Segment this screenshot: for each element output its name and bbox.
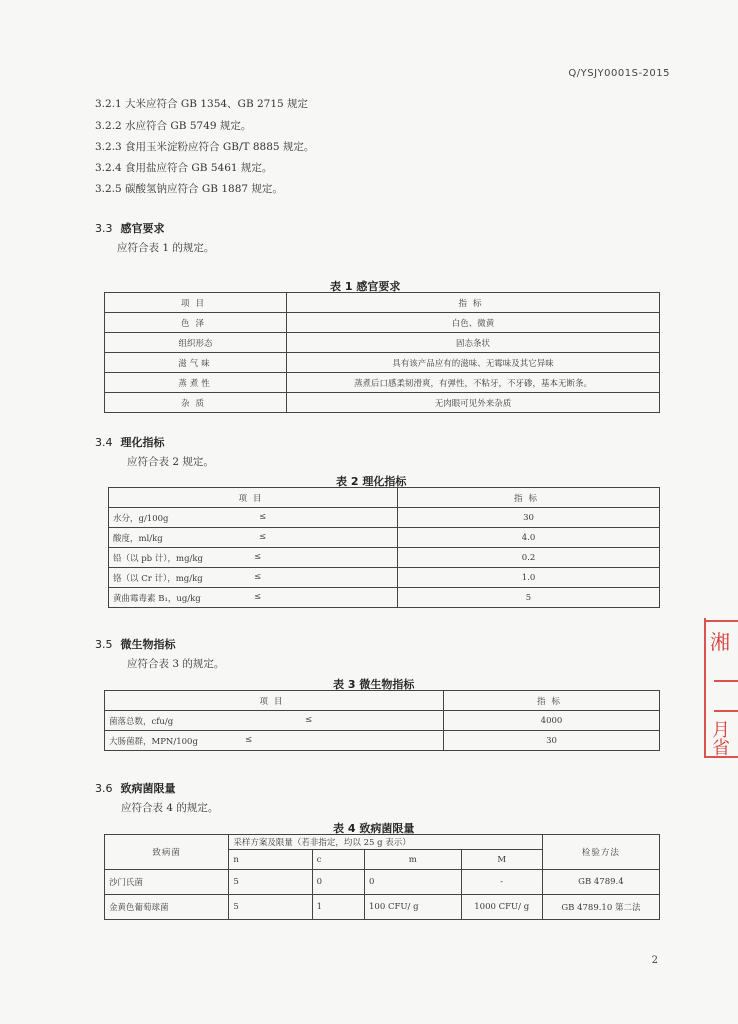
seal-stamp: 湘 月 省 [700,618,738,758]
table-header: 指标 [398,488,660,508]
table-cell: 100 CFU/ g [365,895,462,920]
table-cell: 4.0 [398,528,660,548]
clause-3-2-4: 3.2.4 食用盐应符合 GB 5461 规定。 [95,162,273,174]
table-cell: 菌落总数，cfu/g ≤ [105,711,444,731]
page-number: 2 [651,955,658,966]
table-row [109,568,660,588]
table-cell: 水分，g/100g ≤ [109,508,398,528]
table-header: 采样方案及限量（若非指定，均以 25 g 表示） [229,835,542,850]
table-cell: 1000 CFU/ g [461,895,542,920]
table-cell: 蒸煮后口感柔韧滑爽，有弹性，不粘牙，不牙碜，基本无断条。 [287,373,660,393]
table-header: M [461,850,542,870]
table-cell: 杂质 [105,393,287,413]
table-cell: 0.2 [398,548,660,568]
table-cell: 滋气味 [105,353,287,373]
sensory-table [104,292,660,413]
table-caption: 表 2 理化指标 [336,475,407,488]
table-cell: GB 4789.4 [542,870,659,895]
pathogen-table [104,834,660,920]
table-cell: 1 [312,895,364,920]
table-cell: - [461,870,542,895]
table-cell: 固态条状 [287,333,660,353]
table-cell: 具有该产品应有的滋味、无霉味及其它异味 [287,353,660,373]
table-header: 项目 [109,488,398,508]
table-header: 致病菌 [105,835,229,870]
table-row [105,333,660,353]
table-row [105,711,660,731]
table-header: 项目 [105,293,287,313]
table-cell: 色泽 [105,313,287,333]
section-heading: 3.3 感官要求 [95,222,165,235]
table-cell: 无肉眼可见外来杂质 [287,393,660,413]
section-text: 应符合表 4 的规定。 [121,802,219,814]
section-text: 应符合表 2 规定。 [127,456,214,468]
table-row [109,588,660,608]
table-cell: 沙门氏菌 [105,870,229,895]
table-row [105,373,660,393]
micro-table [104,690,660,751]
table-cell: 铅（以 pb 计），mg/kg ≤ [109,548,398,568]
table-row [105,313,660,333]
document-code: Q/YSJY0001S-2015 [568,68,670,79]
table-caption: 表 1 感官要求 [330,280,401,293]
table-cell: 金黄色葡萄球菌 [105,895,229,920]
table-cell: 5 [229,870,312,895]
table-cell: 0 [312,870,364,895]
table-header: 指标 [287,293,660,313]
table-row [109,548,660,568]
section-text: 应符合表 1 的规定。 [117,242,215,254]
section-heading: 3.6 致病菌限量 [95,782,176,795]
table-cell: 组织形态 [105,333,287,353]
table-cell: 1.0 [398,568,660,588]
clause-3-2-2: 3.2.2 水应符合 GB 5749 规定。 [95,120,252,132]
table-row [105,731,660,751]
table-caption: 表 3 微生物指标 [333,678,415,691]
table-header: 检验方法 [542,835,659,870]
table-cell: 酸度，ml/kg ≤ [109,528,398,548]
table-header: 项目 [105,691,444,711]
table-cell: 0 [365,870,462,895]
table-cell: 铬（以 Cr 计），mg/kg ≤ [109,568,398,588]
table-header: 指标 [444,691,660,711]
table-cell: GB 4789.10 第二法 [542,895,659,920]
table-cell: 30 [444,731,660,751]
clause-3-2-5: 3.2.5 碳酸氢钠应符合 GB 1887 规定。 [95,183,283,195]
table-header: n [229,850,312,870]
physchem-table [108,487,660,608]
table-caption: 表 4 致病菌限量 [333,822,415,835]
table-cell: 黄曲霉毒素 B₁，ug/kg ≤ [109,588,398,608]
table-cell: 5 [398,588,660,608]
table-row [109,508,660,528]
table-cell: 30 [398,508,660,528]
section-text: 应符合表 3 的规定。 [127,658,225,670]
table-row [105,393,660,413]
table-header: c [312,850,364,870]
table-cell: 白色、微黄 [287,313,660,333]
table-row [105,895,660,920]
clause-3-2-3: 3.2.3 食用玉米淀粉应符合 GB/T 8885 规定。 [95,141,315,153]
table-cell: 蒸煮性 [105,373,287,393]
section-heading: 3.5 微生物指标 [95,638,176,651]
table-row [105,870,660,895]
table-row [109,528,660,548]
table-header: m [365,850,462,870]
table-cell: 5 [229,895,312,920]
section-heading: 3.4 理化指标 [95,436,165,449]
table-cell: 4000 [444,711,660,731]
table-row [105,353,660,373]
table-cell: 大肠菌群，MPN/100g ≤ [105,731,444,751]
clause-3-2-1: 3.2.1 大米应符合 GB 1354、GB 2715 规定 [95,98,309,110]
